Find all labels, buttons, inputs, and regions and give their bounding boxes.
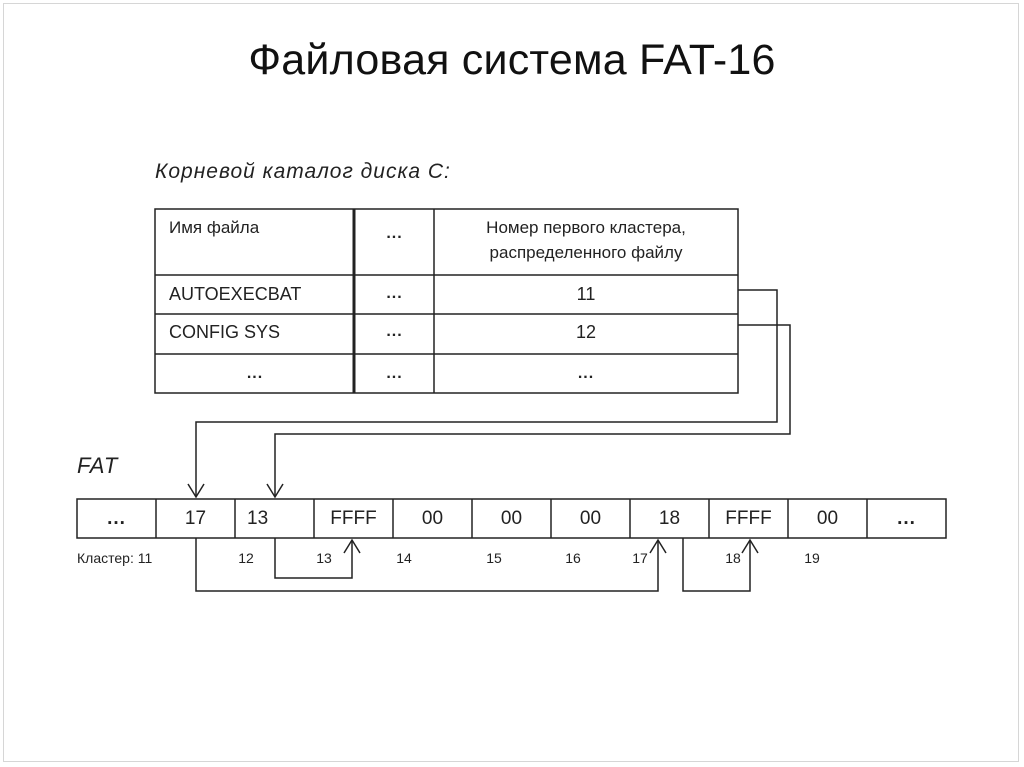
first-cluster-cell: 11	[576, 284, 596, 304]
cluster-label: 14	[396, 550, 412, 566]
fat-cell: 17	[184, 508, 207, 529]
fat-cell: ...	[897, 508, 916, 529]
directory-table-border	[155, 209, 738, 393]
cluster-label: 17	[632, 550, 648, 566]
header-first-cluster-line2: распределенного файлу	[489, 243, 683, 262]
first-cluster-cell: 12	[575, 322, 597, 342]
cluster-label: 12	[238, 550, 254, 566]
header-file-name: Имя файла	[169, 218, 260, 237]
cluster-label: 15	[486, 550, 502, 566]
fat-cell: FFFF	[725, 508, 772, 529]
ellipsis-cell: ...	[386, 285, 403, 302]
file-name-cell: AUTOEXECBAT	[169, 284, 302, 304]
fat-row-border	[77, 499, 946, 538]
header-first-cluster-line1: Номер первого кластера,	[486, 218, 686, 237]
chain-link-17-18	[683, 538, 750, 591]
cluster-label: 18	[725, 550, 741, 566]
ellipsis-cell: ...	[386, 323, 403, 340]
fat-cell: 00	[579, 508, 602, 529]
fat-cell: 00	[816, 508, 839, 529]
chain-link-12-13	[275, 538, 352, 578]
chain-link-11-17	[196, 538, 658, 591]
fat-cell: 18	[658, 508, 681, 529]
file-name-cell: CONFIG SYS	[169, 322, 281, 342]
slide-title: Файловая система FAT-16	[248, 36, 776, 84]
cluster-label: 19	[804, 550, 820, 566]
root-directory-caption: Корневой каталог диска С:	[155, 160, 451, 183]
fat-caption: FAT	[77, 453, 119, 478]
connector-config	[275, 325, 790, 496]
fat-cell: 00	[421, 508, 444, 529]
header-ellipsis: ...	[386, 225, 403, 242]
fat-cell: 00	[500, 508, 523, 529]
fat-cell: 13	[247, 508, 269, 529]
first-cluster-cell: ...	[577, 365, 595, 382]
file-name-cell: ...	[246, 365, 264, 382]
cluster-label: 16	[565, 550, 581, 566]
fat-cell: ...	[107, 508, 126, 529]
cluster-prefix-label: Кластер: 11	[77, 550, 153, 566]
fat-cell: FFFF	[330, 508, 377, 529]
ellipsis-cell: ...	[386, 365, 403, 382]
cluster-label: 13	[316, 550, 332, 566]
